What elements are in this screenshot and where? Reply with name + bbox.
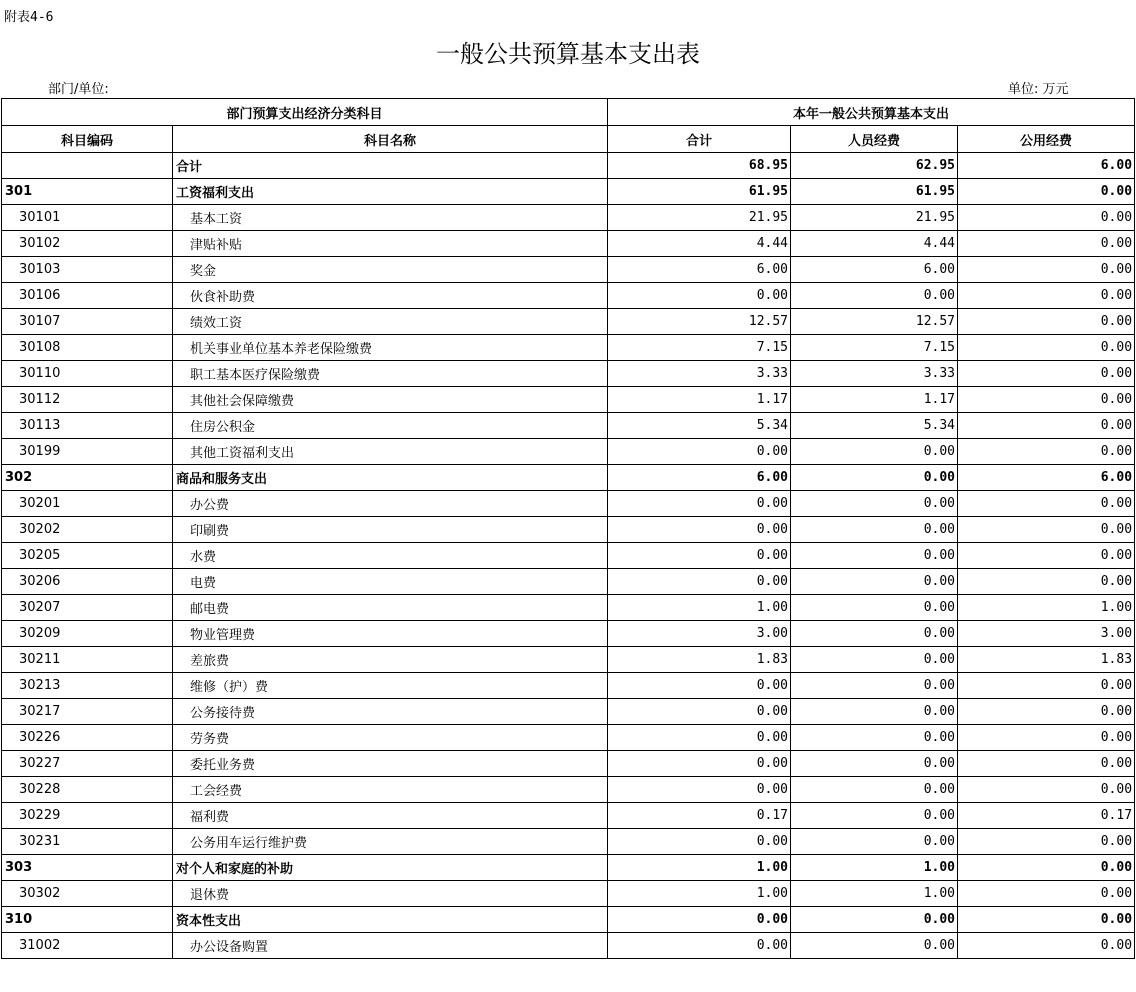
- cell-public: 0.00: [958, 439, 1135, 465]
- appendix-tag: 附表4-6: [4, 10, 54, 25]
- cell-total: 0.00: [608, 543, 791, 569]
- cell-personnel: 7.15: [791, 335, 958, 361]
- cell-name: 职工基本医疗保险缴费: [173, 361, 608, 387]
- cell-personnel: 0.00: [791, 673, 958, 699]
- table-body: [2, 153, 1135, 959]
- cell-personnel: 0.00: [791, 725, 958, 751]
- cell-code: 30231: [2, 829, 173, 855]
- table-row: [2, 933, 1135, 959]
- cell-name: 劳务费: [173, 725, 608, 751]
- cell-public: 0.00: [958, 543, 1135, 569]
- table-row: [2, 803, 1135, 829]
- cell-code: 302: [2, 465, 173, 491]
- cell-code: 301: [2, 179, 173, 205]
- cell-total: 0.17: [608, 803, 791, 829]
- cell-name: 其他工资福利支出: [173, 439, 608, 465]
- table-row: [2, 413, 1135, 439]
- cell-public: 0.17: [958, 803, 1135, 829]
- cell-total: 61.95: [608, 179, 791, 205]
- cell-total: 0.00: [608, 933, 791, 959]
- cell-total: 1.00: [608, 881, 791, 907]
- cell-name: 资本性支出: [173, 907, 608, 933]
- cell-name: 住房公积金: [173, 413, 608, 439]
- cell-code: 30202: [2, 517, 173, 543]
- table-row: [2, 205, 1135, 231]
- cell-total: 0.00: [608, 517, 791, 543]
- cell-code: 30227: [2, 751, 173, 777]
- header-name: 科目名称: [173, 126, 608, 153]
- cell-total: 5.34: [608, 413, 791, 439]
- cell-total: 0.00: [608, 907, 791, 933]
- cell-code: 30108: [2, 335, 173, 361]
- cell-name: 津贴补贴: [173, 231, 608, 257]
- cell-personnel: 0.00: [791, 491, 958, 517]
- cell-total: 0.00: [608, 777, 791, 803]
- table-row: [2, 309, 1135, 335]
- table-row: [2, 673, 1135, 699]
- table-row: [2, 543, 1135, 569]
- cell-personnel: 0.00: [791, 439, 958, 465]
- cell-code: 30213: [2, 673, 173, 699]
- cell-name: 工资福利支出: [173, 179, 608, 205]
- cell-public: 0.00: [958, 777, 1135, 803]
- cell-name: 机关事业单位基本养老保险缴费: [173, 335, 608, 361]
- header-code: 科目编码: [2, 126, 173, 153]
- table-row: [2, 361, 1135, 387]
- cell-personnel: 62.95: [791, 153, 958, 179]
- cell-total: 0.00: [608, 699, 791, 725]
- cell-code: 30206: [2, 569, 173, 595]
- cell-name: 印刷费: [173, 517, 608, 543]
- cell-public: 0.00: [958, 387, 1135, 413]
- cell-public: 6.00: [958, 465, 1135, 491]
- cell-total: 1.83: [608, 647, 791, 673]
- cell-code: 30302: [2, 881, 173, 907]
- cell-code: 30112: [2, 387, 173, 413]
- cell-personnel: 0.00: [791, 933, 958, 959]
- cell-name: 邮电费: [173, 595, 608, 621]
- cell-total: 1.17: [608, 387, 791, 413]
- cell-public: 0.00: [958, 335, 1135, 361]
- cell-name: 福利费: [173, 803, 608, 829]
- cell-public: 0.00: [958, 309, 1135, 335]
- table-row: [2, 907, 1135, 933]
- cell-total: 0.00: [608, 725, 791, 751]
- cell-public: 1.00: [958, 595, 1135, 621]
- cell-public: 0.00: [958, 491, 1135, 517]
- cell-name: 基本工资: [173, 205, 608, 231]
- cell-public: 0.00: [958, 933, 1135, 959]
- header-personnel: 人员经费: [791, 126, 958, 153]
- cell-code: 30209: [2, 621, 173, 647]
- cell-public: 0.00: [958, 413, 1135, 439]
- cell-public: 1.83: [958, 647, 1135, 673]
- cell-name: 绩效工资: [173, 309, 608, 335]
- table-row: [2, 621, 1135, 647]
- table-row: [2, 855, 1135, 881]
- cell-public: 0.00: [958, 855, 1135, 881]
- cell-personnel: 0.00: [791, 465, 958, 491]
- cell-personnel: 4.44: [791, 231, 958, 257]
- cell-name: 水费: [173, 543, 608, 569]
- cell-total: 7.15: [608, 335, 791, 361]
- table-row: [2, 231, 1135, 257]
- cell-personnel: 0.00: [791, 777, 958, 803]
- cell-code: 30107: [2, 309, 173, 335]
- cell-code: 30199: [2, 439, 173, 465]
- cell-total: 1.00: [608, 595, 791, 621]
- cell-personnel: 12.57: [791, 309, 958, 335]
- cell-name: 其他社会保障缴费: [173, 387, 608, 413]
- table-row: [2, 647, 1135, 673]
- cell-name: 维修（护）费: [173, 673, 608, 699]
- cell-personnel: 0.00: [791, 803, 958, 829]
- cell-code: 30217: [2, 699, 173, 725]
- budget-table: [1, 98, 1135, 959]
- unit-label: 单位: 万元: [1008, 82, 1069, 97]
- cell-public: 0.00: [958, 231, 1135, 257]
- cell-total: 3.00: [608, 621, 791, 647]
- cell-name: 办公设备购置: [173, 933, 608, 959]
- cell-code: 30207: [2, 595, 173, 621]
- cell-code: 31002: [2, 933, 173, 959]
- cell-public: 0.00: [958, 283, 1135, 309]
- cell-personnel: 0.00: [791, 699, 958, 725]
- cell-public: 0.00: [958, 517, 1135, 543]
- cell-name: 办公费: [173, 491, 608, 517]
- table-row: [2, 491, 1135, 517]
- cell-code: 30102: [2, 231, 173, 257]
- cell-personnel: 0.00: [791, 283, 958, 309]
- cell-name: 奖金: [173, 257, 608, 283]
- cell-personnel: 6.00: [791, 257, 958, 283]
- cell-public: 0.00: [958, 569, 1135, 595]
- table-row: [2, 595, 1135, 621]
- table-row: [2, 439, 1135, 465]
- header-basic-expenditure: 本年一般公共预算基本支出: [608, 99, 1135, 126]
- header-group-row: [2, 99, 1135, 126]
- cell-personnel: 1.17: [791, 387, 958, 413]
- table-row: [2, 387, 1135, 413]
- cell-personnel: 0.00: [791, 517, 958, 543]
- cell-public: 0.00: [958, 257, 1135, 283]
- table-row: [2, 829, 1135, 855]
- cell-personnel: 0.00: [791, 829, 958, 855]
- table-row: [2, 153, 1135, 179]
- cell-name: 差旅费: [173, 647, 608, 673]
- cell-code: 303: [2, 855, 173, 881]
- cell-name: 公务接待费: [173, 699, 608, 725]
- cell-total: 6.00: [608, 465, 791, 491]
- cell-public: 0.00: [958, 361, 1135, 387]
- cell-public: 6.00: [958, 153, 1135, 179]
- cell-code: 30101: [2, 205, 173, 231]
- cell-name: 合计: [173, 153, 608, 179]
- cell-total: 0.00: [608, 283, 791, 309]
- cell-personnel: 0.00: [791, 621, 958, 647]
- cell-total: 21.95: [608, 205, 791, 231]
- cell-personnel: 0.00: [791, 595, 958, 621]
- cell-personnel: 3.33: [791, 361, 958, 387]
- table-row: [2, 257, 1135, 283]
- cell-name: 委托业务费: [173, 751, 608, 777]
- department-label: 部门/单位:: [48, 82, 109, 97]
- cell-total: 68.95: [608, 153, 791, 179]
- cell-code: 30201: [2, 491, 173, 517]
- cell-personnel: 1.00: [791, 881, 958, 907]
- cell-name: 对个人和家庭的补助: [173, 855, 608, 881]
- table-row: [2, 881, 1135, 907]
- cell-total: 0.00: [608, 751, 791, 777]
- cell-name: 公务用车运行维护费: [173, 829, 608, 855]
- table-row: [2, 335, 1135, 361]
- cell-code: 30211: [2, 647, 173, 673]
- cell-total: 3.33: [608, 361, 791, 387]
- cell-code: 310: [2, 907, 173, 933]
- cell-name: 伙食补助费: [173, 283, 608, 309]
- table-row: [2, 179, 1135, 205]
- cell-name: 电费: [173, 569, 608, 595]
- cell-code: 30103: [2, 257, 173, 283]
- cell-total: 0.00: [608, 439, 791, 465]
- cell-personnel: 0.00: [791, 647, 958, 673]
- header-classification: 部门预算支出经济分类科目: [2, 99, 608, 126]
- cell-personnel: 0.00: [791, 569, 958, 595]
- cell-personnel: 61.95: [791, 179, 958, 205]
- table-row: [2, 465, 1135, 491]
- header-total: 合计: [608, 126, 791, 153]
- cell-code: 30110: [2, 361, 173, 387]
- cell-personnel: 5.34: [791, 413, 958, 439]
- cell-public: 0.00: [958, 907, 1135, 933]
- cell-public: 0.00: [958, 205, 1135, 231]
- cell-total: 12.57: [608, 309, 791, 335]
- cell-code: 30113: [2, 413, 173, 439]
- cell-total: 6.00: [608, 257, 791, 283]
- cell-public: 0.00: [958, 699, 1135, 725]
- cell-total: 0.00: [608, 491, 791, 517]
- cell-total: 1.00: [608, 855, 791, 881]
- cell-code: 30106: [2, 283, 173, 309]
- cell-total: 0.00: [608, 569, 791, 595]
- table-row: [2, 751, 1135, 777]
- cell-public: 0.00: [958, 179, 1135, 205]
- cell-name: 物业管理费: [173, 621, 608, 647]
- table-row: [2, 699, 1135, 725]
- table-row: [2, 569, 1135, 595]
- cell-name: 工会经费: [173, 777, 608, 803]
- cell-total: 4.44: [608, 231, 791, 257]
- cell-total: 0.00: [608, 673, 791, 699]
- cell-public: 3.00: [958, 621, 1135, 647]
- table-row: [2, 777, 1135, 803]
- cell-public: 0.00: [958, 673, 1135, 699]
- cell-public: 0.00: [958, 829, 1135, 855]
- header-public: 公用经费: [958, 126, 1135, 153]
- cell-name: 商品和服务支出: [173, 465, 608, 491]
- cell-public: 0.00: [958, 725, 1135, 751]
- cell-public: 0.00: [958, 751, 1135, 777]
- cell-code: 30226: [2, 725, 173, 751]
- table-row: [2, 283, 1135, 309]
- cell-public: 0.00: [958, 881, 1135, 907]
- cell-personnel: 0.00: [791, 543, 958, 569]
- cell-personnel: 1.00: [791, 855, 958, 881]
- cell-personnel: 0.00: [791, 751, 958, 777]
- cell-code: [2, 153, 173, 179]
- cell-code: 30205: [2, 543, 173, 569]
- cell-name: 退休费: [173, 881, 608, 907]
- cell-code: 30228: [2, 777, 173, 803]
- cell-personnel: 21.95: [791, 205, 958, 231]
- table-row: [2, 725, 1135, 751]
- header-column-row: [2, 126, 1135, 153]
- page-title: 一般公共预算基本支出表: [436, 40, 700, 68]
- cell-total: 0.00: [608, 829, 791, 855]
- cell-personnel: 0.00: [791, 907, 958, 933]
- table-row: [2, 517, 1135, 543]
- cell-code: 30229: [2, 803, 173, 829]
